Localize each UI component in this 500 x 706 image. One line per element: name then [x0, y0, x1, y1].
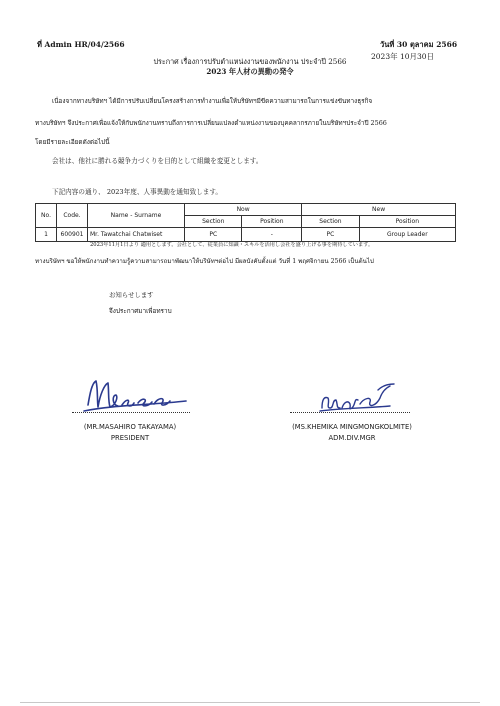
- closing-thai: จึงประกาศมาเพื่อทราบ: [109, 307, 172, 315]
- col-header-new-position: Position: [359, 216, 455, 228]
- col-header-new-section: Section: [302, 216, 359, 228]
- col-header-name: Name - Surname: [88, 204, 185, 228]
- col-header-no: No.: [36, 204, 57, 228]
- effective-date-thai: ทางบริษัทฯ ขอให้พนักงานทำความรู้ความสามารถมาพัฒนาให้บริษัทฯต่อไป มีผลบังคับตั้งแต่ วันที่ 1 พฤศจิกายน 2566 เป็นต้นไป: [35, 258, 374, 265]
- cell-now-section: PC: [185, 228, 242, 242]
- signatory-left-title: PRESIDENT: [110, 434, 150, 442]
- col-header-now-position: Position: [242, 216, 302, 228]
- cell-name: Mr. Tawatchai Chatwiset: [88, 228, 185, 242]
- signatory-right-title: ADM.DIV.MGR: [328, 434, 376, 442]
- signatory-left-name: (MR.MASAHIRO TAKAYAMA): [83, 423, 177, 431]
- announcement-title-japanese: 2023 年人材の異動の発令: [206, 67, 294, 76]
- cell-new-section: PC: [302, 228, 359, 242]
- body-thai-line-1: เนื่องจากทางบริษัทฯ ได้มีการปรับเปลี่ยนโครงสร้างการทำงานเพื่อให้บริษัทฯมีขีดความสามารถในการแข่งขันทางธุรกิจ: [52, 97, 373, 105]
- body-japanese-line-1: 会社は、他社に勝れる競争力づくりを目的として組織を変更とします。: [52, 157, 263, 165]
- cell-code: 600901: [57, 228, 88, 242]
- body-thai-line-2: ทางบริษัทฯ จึงประกาศเพื่อแจ้งให้กับพนักงานทราบถึงการการเปลี่ยนแปลงตำแหน่งงานของบุคคลากรภายในบริษัทฯประจำปี 2566: [35, 119, 387, 127]
- announcement-title-thai: ประกาศ เรื่องการปรับตำแหน่งงานของพนักงาน ประจำปี 2566: [153, 57, 347, 66]
- table-header-row: [36, 204, 456, 216]
- closing-japanese: お知らせします: [109, 291, 154, 299]
- reference-number: ที่ Admin HR/04/2566: [37, 40, 125, 49]
- effective-date-japanese: 2023年11月1日より 適用とします。会社として、従業員に知識・スキルを活用し会社を盛り上げる事を期待しています。: [90, 242, 374, 248]
- signature-line-right: [290, 412, 410, 413]
- col-header-now: Now: [185, 204, 302, 216]
- body-japanese-line-2: 下記内容の通り、 2023年度、人事異動を通知致します。: [52, 188, 223, 196]
- signature-president: [82, 375, 192, 415]
- cell-now-position: -: [242, 228, 302, 242]
- cell-new-position: Group Leader: [359, 228, 455, 242]
- personnel-transfer-table: [35, 203, 456, 242]
- body-thai-line-3: โดยมีรายละเอียดดังต่อไปนี้: [35, 138, 110, 146]
- date-japanese: 2023年 10月30日: [371, 52, 435, 61]
- page-bottom-edge: [20, 702, 480, 703]
- date-thai: วันที่ 30 ตุลาคม 2566: [380, 40, 458, 49]
- col-header-code: Code.: [57, 204, 88, 228]
- cell-no: 1: [36, 228, 57, 242]
- signatory-right-name: (MS.KHEMIKA MINGMONGKOLMITE): [292, 423, 412, 431]
- signature-admin-manager: [318, 380, 398, 414]
- table-row: [36, 228, 456, 242]
- signature-line-left: [72, 412, 190, 413]
- col-header-now-section: Section: [185, 216, 242, 228]
- col-header-new: New: [302, 204, 456, 216]
